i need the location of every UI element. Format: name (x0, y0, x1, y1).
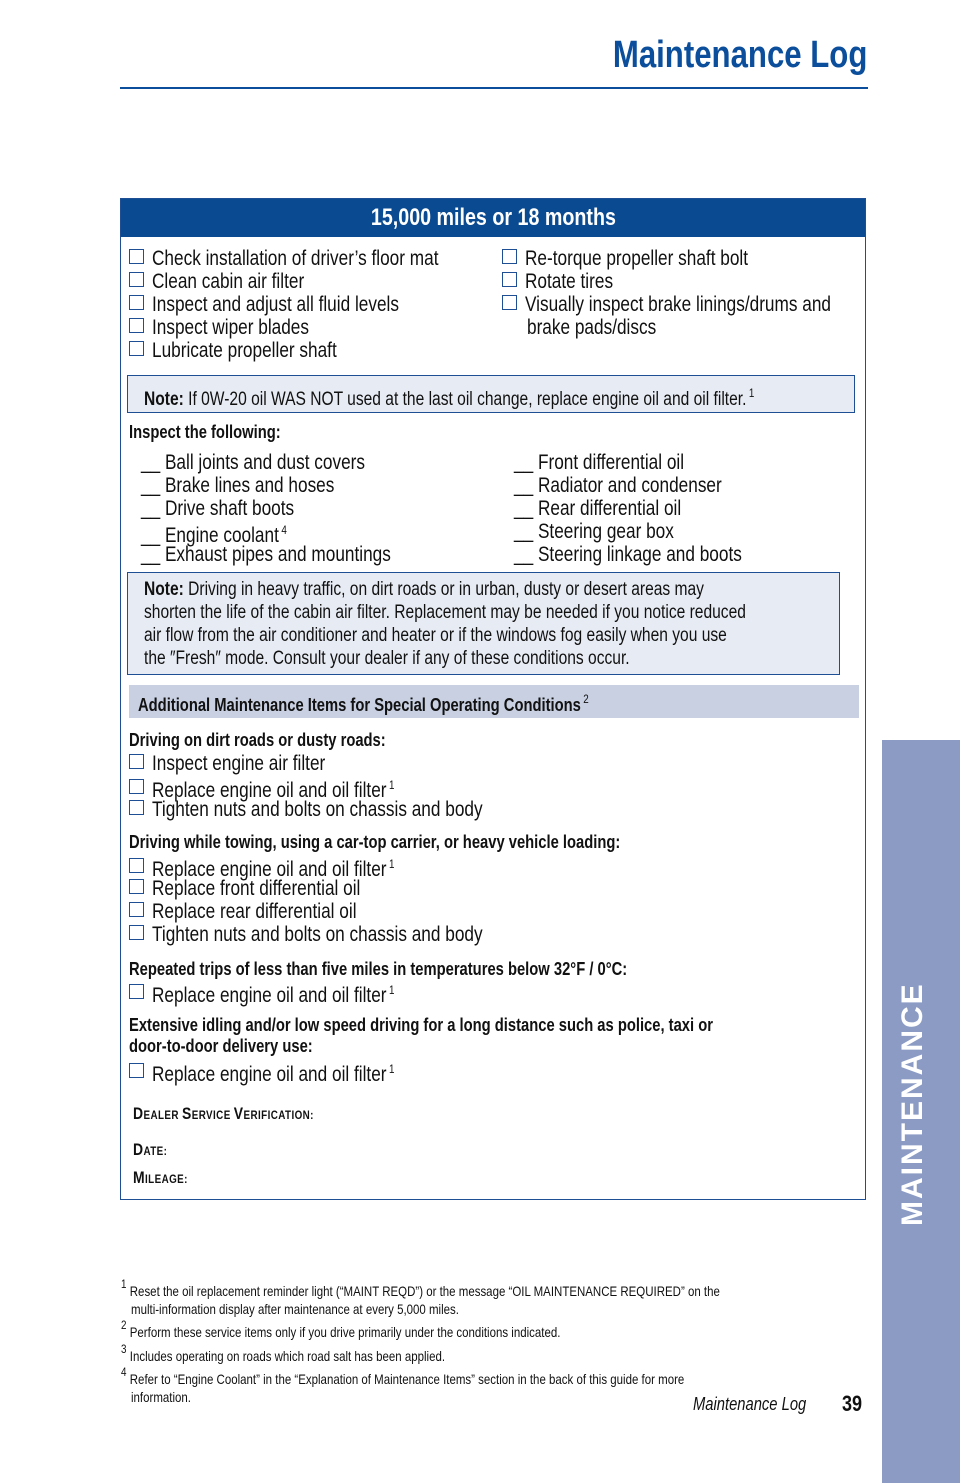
footnote: information. (131, 1388, 191, 1405)
page-number: 39 (842, 1391, 863, 1417)
checkbox-icon[interactable] (129, 925, 144, 940)
inspect-item: __ Front differential oil (514, 450, 685, 474)
checkbox-icon[interactable] (129, 754, 144, 769)
page-title: Maintenance Log (612, 34, 867, 76)
inspect-item: __ Brake lines and hoses (141, 473, 335, 497)
interval-header: 15,000 miles or 18 months (121, 199, 865, 237)
checkbox-icon[interactable] (129, 984, 144, 999)
title-rule (120, 87, 868, 89)
checklist-item[interactable]: Re-torque propeller shaft bolt (502, 246, 797, 270)
checkbox-icon[interactable] (129, 902, 144, 917)
checklist-item[interactable]: Replace engine oil and oil filter $^1$ (129, 1058, 448, 1086)
inspect-item: __ Exhaust pipes and mountings (141, 542, 391, 566)
footnote: multi-information display after maintenance at every 5,000 miles. (131, 1300, 459, 1317)
idling-heading: Extensive idling and/or low speed driving for a long distance such as police, taxi or (129, 1014, 713, 1035)
inspect-item: __ Steering linkage and boots (514, 542, 742, 566)
date-label: DATE: (133, 1139, 168, 1159)
oil-note: Note: If 0W-20 oil WAS NOT used at the last oil change, replace engine oil and oil filter. $^1$ (127, 375, 855, 413)
footnote: $^4$ Refer to “Engine Coolant” in the “Explanation of Maintenance Items” section in the back of this guide for more (121, 1365, 685, 1388)
footnotes (121, 1276, 866, 1405)
footer-label: Maintenance Log (693, 1393, 807, 1414)
checklist-item[interactable]: Replace engine oil and oil filter $^1$ (129, 853, 448, 881)
checklist-item[interactable]: Clean cabin air filter (129, 269, 338, 293)
footnote: $^1$ Reset the oil replacement reminder light (“MAINT REQD”) or the message “OIL MAINTENANCE REQUIRED” on the (121, 1277, 720, 1299)
inspect-item: __ Steering gear box (514, 519, 674, 543)
checkbox-icon[interactable] (502, 272, 517, 287)
checklist-item[interactable]: Tighten nuts and bolts on chassis and body (129, 922, 555, 946)
checklist-item-continuation: brake pads/discs (527, 315, 657, 339)
checkbox-icon[interactable] (502, 249, 517, 264)
idling-heading-continued: door-to-door delivery use: (129, 1035, 313, 1056)
checklist-item[interactable]: Tighten nuts and bolts on chassis and body (129, 797, 555, 821)
checklist-item[interactable]: Replace rear differential oil (129, 899, 401, 923)
checklist-item[interactable]: Lubricate propeller shaft (129, 338, 377, 362)
inspect-item: __ Rear differential oil (514, 496, 682, 520)
footnote: $^2$ Perform these service items only if you drive primarily under the conditions indicated. (121, 1318, 561, 1341)
checklist-item[interactable]: Inspect and adjust all fluid levels (129, 292, 453, 316)
special-conditions-bar: Additional Maintenance Items for Special Operating Conditions $^2$ (129, 685, 859, 718)
checkbox-icon[interactable] (129, 249, 144, 264)
dirt-roads-heading: Driving on dirt roads or dusty roads: (129, 729, 386, 750)
checkbox-icon[interactable] (129, 272, 144, 287)
checkbox-icon[interactable] (129, 295, 144, 310)
inspect-item: __ Ball joints and dust covers (141, 450, 365, 474)
checklist-item[interactable]: Rotate tires (502, 269, 632, 293)
checkbox-icon[interactable] (502, 295, 517, 310)
checklist-item[interactable]: Check installation of driver’s floor mat (129, 246, 501, 270)
checkbox-icon[interactable] (129, 341, 144, 356)
inspect-item: __ Engine coolant $^4$ (141, 523, 287, 547)
inspect-item: __ Radiator and condenser (514, 473, 722, 497)
cabin-filter-note: Note: Driving in heavy traffic, on dirt roads or in urban, dusty or desert areas may shorten the life of the cabin air filter. Replacement may be needed if you notice reduced air flow from the air conditioner and heater or if the windows fog easily when you use the ″Fresh″ mode. Consult your dealer if any of these conditions occur. (127, 572, 840, 675)
checkbox-icon[interactable] (129, 779, 144, 794)
dealer-verification-label: DEALER SERVICE VERIFICATION: (133, 1103, 314, 1123)
checklist-item[interactable]: Inspect engine air filter (129, 751, 363, 775)
section-side-tab-label: MAINTENANCE (896, 982, 929, 1226)
checkbox-icon[interactable] (129, 800, 144, 815)
mileage-label: MILEAGE: (133, 1167, 188, 1187)
checkbox-icon[interactable] (129, 858, 144, 873)
checklist-item[interactable]: Replace front differential oil (129, 876, 406, 900)
checklist-item[interactable]: Inspect wiper blades (129, 315, 343, 339)
checkbox-icon[interactable] (129, 318, 144, 333)
footnote: $^3$ Includes operating on roads which road salt has been applied. (121, 1341, 446, 1364)
towing-heading: Driving while towing, using a car-top carrier, or heavy vehicle loading: (129, 831, 621, 852)
checkbox-icon[interactable] (129, 1063, 144, 1078)
maintenance-interval-box (120, 198, 866, 1200)
inspect-item: __ Drive shaft boots (141, 496, 295, 520)
short-trips-heading: Repeated trips of less than five miles in temperatures below 32°F / 0°C: (129, 958, 628, 979)
checkbox-icon[interactable] (129, 879, 144, 894)
checklist-item[interactable]: Replace engine oil and oil filter $^1$ (129, 774, 448, 802)
inspect-heading: Inspect the following: (129, 421, 281, 442)
checklist-item[interactable]: Replace engine oil and oil filter $^1$ (129, 979, 448, 1007)
checklist-item[interactable]: Visually inspect brake linings/drums and (502, 292, 898, 316)
